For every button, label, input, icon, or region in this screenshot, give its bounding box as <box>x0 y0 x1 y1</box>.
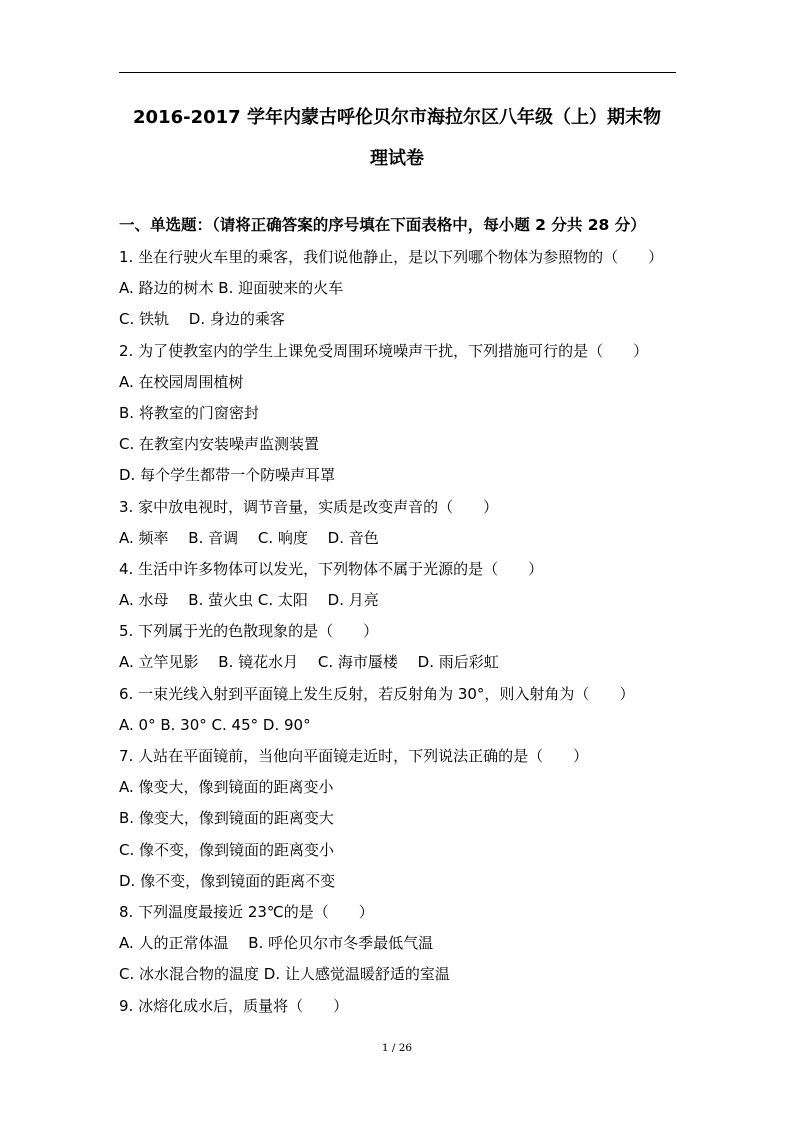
option-line: C. 冰水混合物的温度 D. 让人感觉温暖舒适的室温 <box>119 965 450 984</box>
question-line: 7. 人站在平面镜前，当他向平面镜走近时，下列说法正确的是（ ） <box>119 747 589 765</box>
option-line: C. 铁轨 D. 身边的乘客 <box>119 310 285 329</box>
option-line: A. 0° B. 30° C. 45° D. 90° <box>119 715 311 734</box>
question-line: 1. 坐在行驶火车里的乘客，我们说他静止，是以下列哪个物体为参照物的（ ） <box>119 248 664 266</box>
option-line: B. 将教室的门窗密封 <box>119 403 259 422</box>
question-line: 4. 生活中许多物体可以发光，下列物体不属于光源的是（ ） <box>119 559 544 578</box>
question-line: 6. 一束光线入射到平面镜上发生反射，若反射角为 30°，则入射角为（ ） <box>119 684 635 703</box>
option-line: B. 像变大，像到镜面的距离变大 <box>119 809 334 828</box>
question-line: 2. 为了使教室内的学生上课免受周围环境噪声干扰，下列措施可行的是（ ） <box>119 341 649 360</box>
question-line: 8. 下列温度最接近 23℃的是（ ） <box>119 902 374 921</box>
header-rule <box>119 72 676 73</box>
page-title-line-2: 理试卷 <box>370 148 424 169</box>
question-line: 9. 冰熔化成水后，质量将（ ） <box>119 996 349 1015</box>
option-line: A. 像变大，像到镜面的距离变小 <box>119 778 334 797</box>
option-line: D. 像不变，像到镜面的距离不变 <box>119 871 336 890</box>
question-list <box>119 246 679 1026</box>
option-line: A. 频率 B. 音调 C. 响度 D. 音色 <box>119 528 379 547</box>
option-line: C. 在教室内安装噪声监测装置 <box>119 435 320 454</box>
option-line: C. 像不变，像到镜面的距离变小 <box>119 840 335 859</box>
option-line: A. 立竿见影 B. 镜花水月 C. 海市蜃楼 D. 雨后彩虹 <box>119 653 499 672</box>
option-line: D. 每个学生都带一个防噪声耳罩 <box>119 466 336 485</box>
option-line: A. 水母 B. 萤火虫 C. 太阳 D. 月亮 <box>119 591 379 610</box>
section-heading: 一、单选题：（请将正确答案的序号填在下面表格中，每小题 2 分共 28 分） <box>119 216 646 234</box>
option-line: A. 在校园周围植树 <box>119 372 244 391</box>
option-line: A. 路边的树木 B. 迎面驶来的火车 <box>119 279 344 298</box>
question-line: 5. 下列属于光的色散现象的是（ ） <box>119 622 379 641</box>
page-number: 1 / 26 <box>381 1042 413 1054</box>
question-line: 3. 家中放电视时，调节音量，实质是改变声音的（ ） <box>119 497 499 516</box>
page-title-line-1: 2016-2017 学年内蒙古呼伦贝尔市海拉尔区八年级（上）期末物 <box>133 107 661 128</box>
option-line: A. 人的正常体温 B. 呼伦贝尔市冬季最低气温 <box>119 934 434 953</box>
